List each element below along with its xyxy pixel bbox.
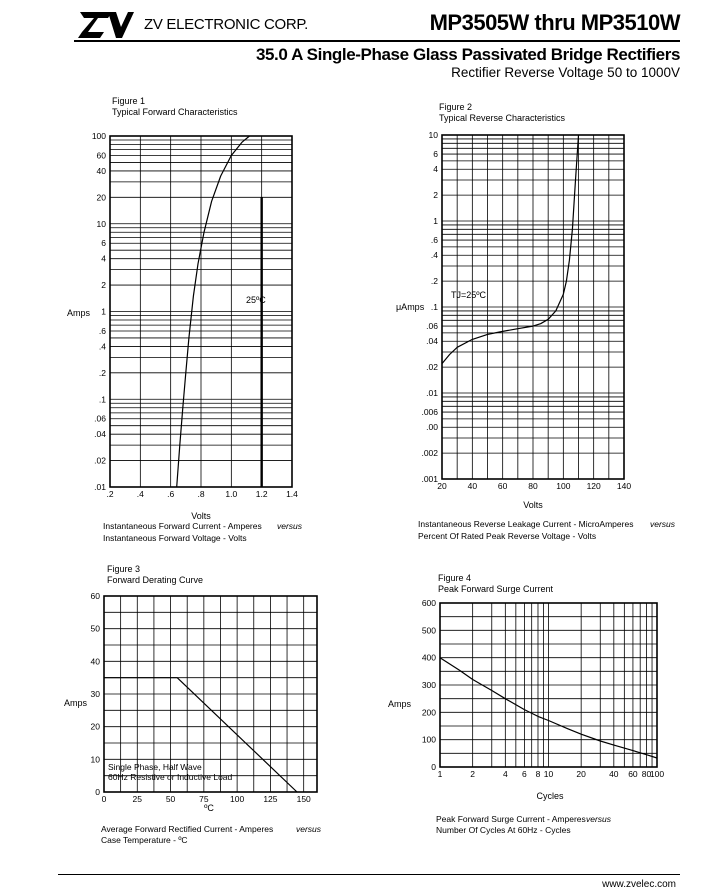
fig1-y-tick-label: 60 — [96, 150, 106, 161]
fig3-caption-line2: Case Temperature - ºC — [101, 835, 188, 845]
fig2-x-axis-label: Volts — [523, 500, 543, 510]
fig1-y-tick-label: 40 — [96, 165, 106, 176]
fig2-y-tick-label: 6 — [433, 149, 438, 160]
fig2-y-tick-label: .4 — [430, 250, 438, 261]
website-url: www.zvelec.com — [602, 879, 676, 890]
fig2-y-tick-label: .002 — [421, 448, 438, 459]
fig3-chart-title: Forward Derating Curve — [107, 575, 204, 585]
fig4-x-tick-label: 4 — [502, 769, 508, 779]
fig1-caption-line2: Instantaneous Forward Voltage - Volts — [103, 533, 247, 543]
fig4-x-tick-label: 10 — [543, 769, 554, 779]
fig1-y-tick-label: 100 — [91, 131, 106, 141]
fig2-x-tick-label: 140 — [616, 481, 632, 491]
fig3-x-tick-label: 100 — [230, 794, 245, 804]
fig1-x-tick-label: .2 — [106, 489, 114, 499]
fig1-y-tick-label: 1 — [101, 306, 106, 317]
fig2-y-tick-label: .02 — [426, 362, 438, 373]
fig3-y-tick-label: 30 — [90, 689, 100, 699]
fig1-y-tick-label: .02 — [94, 455, 106, 466]
fig1-temperature-annotation: 25ºC — [246, 295, 266, 305]
fig2-y-tick-label: 1 — [433, 216, 438, 226]
fig3-x-axis-label: ºC — [204, 803, 214, 813]
fig1-y-tick-label: 20 — [96, 192, 106, 203]
fig2-chart-title: Typical Reverse Characteristics — [439, 113, 566, 123]
fig3-y-tick-label: 20 — [90, 721, 100, 732]
fig2-y-tick-label: .6 — [430, 235, 438, 246]
fig4-x-tick-label: 40 — [609, 769, 619, 779]
fig2-y-tick-label: .01 — [426, 388, 438, 398]
fig1-y-tick-label: .1 — [98, 394, 106, 405]
fig4-x-axis-label: Cycles — [536, 791, 564, 801]
fig1-x-tick-label: 1.4 — [286, 489, 298, 499]
fig4-x-tick-label: 8 — [535, 769, 541, 779]
fig3-y-tick-label: 60 — [90, 591, 100, 601]
fig4-y-tick-label: 200 — [421, 707, 436, 718]
fig3-y-axis-label: Amps — [64, 698, 88, 708]
fig2-x-tick-label: 80 — [528, 481, 538, 491]
fig1-y-tick-label: 10 — [96, 218, 106, 229]
fig2-temperature-annotation: TJ=25ºC — [451, 290, 487, 300]
fig4-x-tick-label: 2 — [470, 769, 476, 779]
fig1-y-tick-label: 2 — [101, 280, 106, 291]
fig2-y-tick-label: .1 — [430, 302, 438, 312]
fig2-x-tick-label: 20 — [437, 481, 447, 491]
fig2-y-tick-label: 10 — [428, 130, 438, 140]
fig1-y-tick-label: .06 — [94, 413, 106, 424]
fig3-x-tick-label: 125 — [263, 794, 278, 804]
fig3-y-tick-label: 0 — [95, 787, 100, 797]
fig2-y-tick-label: 4 — [433, 164, 438, 175]
footer-divider — [58, 874, 680, 875]
fig3-x-tick-label: 150 — [296, 794, 311, 804]
fig2-y-tick-label: .001 — [421, 474, 438, 484]
fig2-x-tick-label: 100 — [556, 481, 571, 491]
fig2-x-tick-label: 60 — [497, 481, 508, 491]
fig2-caption-versus: versus — [650, 519, 676, 529]
fig1-y-axis-label: Amps — [67, 308, 91, 318]
fig3-figure-label: Figure 3 — [107, 564, 141, 574]
fig3-annotation-line1: Single Phase, Half Wave — [108, 762, 202, 772]
fig3-x-tick-label: 50 — [165, 794, 176, 804]
fig2-y-tick-label: .006 — [421, 407, 438, 418]
fig1-y-tick-label: .6 — [98, 325, 106, 336]
product-title: 35.0 A Single-Phase Glass Passivated Bridge Rectifiers — [255, 45, 680, 64]
fig1-x-tick-label: .4 — [136, 489, 144, 499]
fig4-caption-line1: Peak Forward Surge Current - Amperes — [436, 814, 586, 824]
company-name: ZV ELECTRONIC CORP. — [144, 16, 309, 33]
fig2-y-tick-label: .00 — [426, 422, 438, 433]
fig4-x-tick-label: 80 — [641, 769, 652, 779]
fig3-caption-versus: versus — [296, 824, 322, 834]
fig2-y-tick-label: .2 — [430, 276, 438, 287]
part-numbers: MP3505W thru MP3510W — [429, 10, 680, 35]
fig4-y-tick-label: 0 — [431, 762, 436, 772]
fig2-y-tick-label: .04 — [426, 336, 438, 347]
fig4-caption-versus: versus — [586, 814, 612, 824]
fig4-x-tick-label: 6 — [522, 769, 527, 779]
fig1-x-tick-label: 1.0 — [225, 489, 238, 499]
fig4-chart-title: Peak Forward Surge Current — [438, 584, 554, 594]
fig4-y-tick-label: 100 — [421, 734, 436, 745]
fig1-x-tick-label: .8 — [197, 489, 205, 499]
fig2-y-tick-label: 2 — [433, 190, 438, 201]
fig4-x-tick-label: 100 — [649, 769, 665, 779]
fig2-x-tick-label: 120 — [586, 481, 601, 491]
fig4-caption-line2: Number Of Cycles At 60Hz - Cycles — [436, 825, 571, 835]
fig4-y-tick-label: 600 — [421, 598, 436, 608]
fig1-x-axis-label: Volts — [191, 511, 211, 521]
fig2-x-tick-label: 40 — [467, 481, 478, 491]
fig4-figure-label: Figure 4 — [438, 573, 472, 583]
fig4-y-tick-label: 300 — [421, 680, 436, 690]
fig1-y-tick-label: .01 — [94, 482, 106, 492]
fig1-chart-title: Typical Forward Characteristics — [112, 107, 238, 117]
fig4-x-tick-label: 20 — [576, 769, 586, 779]
fig3-x-tick-label: 25 — [132, 794, 143, 804]
fig1-caption-versus: versus — [277, 521, 303, 531]
fig3-annotation-line2: 60Hz Resistive or Inductive Load — [108, 772, 233, 782]
fig3-caption-line1: Average Forward Rectified Current - Amperes — [101, 824, 274, 834]
fig2-figure-label: Figure 2 — [439, 102, 473, 112]
fig3-x-tick-label: 75 — [199, 794, 209, 804]
fig1-y-tick-label: .04 — [94, 429, 106, 440]
fig1-caption-line1: Instantaneous Forward Current - Amperes — [103, 521, 262, 531]
fig4-y-axis-label: Amps — [388, 699, 412, 709]
fig3-y-tick-label: 50 — [90, 623, 100, 634]
fig3-y-tick-label: 40 — [90, 656, 100, 667]
fig1-figure-label: Figure 1 — [112, 96, 146, 106]
fig2-y-axis-label: μAmps — [396, 302, 425, 312]
fig4-x-tick-label: 1 — [437, 769, 443, 779]
fig2-y-tick-label: .06 — [426, 321, 438, 332]
fig1-x-tick-label: .6 — [167, 489, 175, 499]
product-subtitle: Rectifier Reverse Voltage 50 to 1000V — [451, 65, 680, 80]
fig1-y-tick-label: .4 — [98, 341, 106, 352]
fig4-y-tick-label: 400 — [421, 652, 436, 663]
fig1-y-tick-label: .2 — [98, 367, 106, 378]
fig2-caption-line2: Percent Of Rated Peak Reverse Voltage - Volts — [418, 531, 597, 541]
fig3-y-tick-label: 10 — [90, 754, 100, 765]
fig1-y-tick-label: 4 — [101, 253, 106, 264]
fig4-x-tick-label: 60 — [628, 769, 638, 779]
fig3-x-tick-label: 0 — [101, 794, 107, 804]
fig1-x-tick-label: 1.2 — [255, 489, 268, 499]
fig4-y-tick-label: 500 — [421, 625, 436, 636]
fig1-y-tick-label: 6 — [101, 238, 106, 249]
fig2-caption-line1: Instantaneous Reverse Leakage Current - MicroAmperes — [418, 519, 634, 529]
